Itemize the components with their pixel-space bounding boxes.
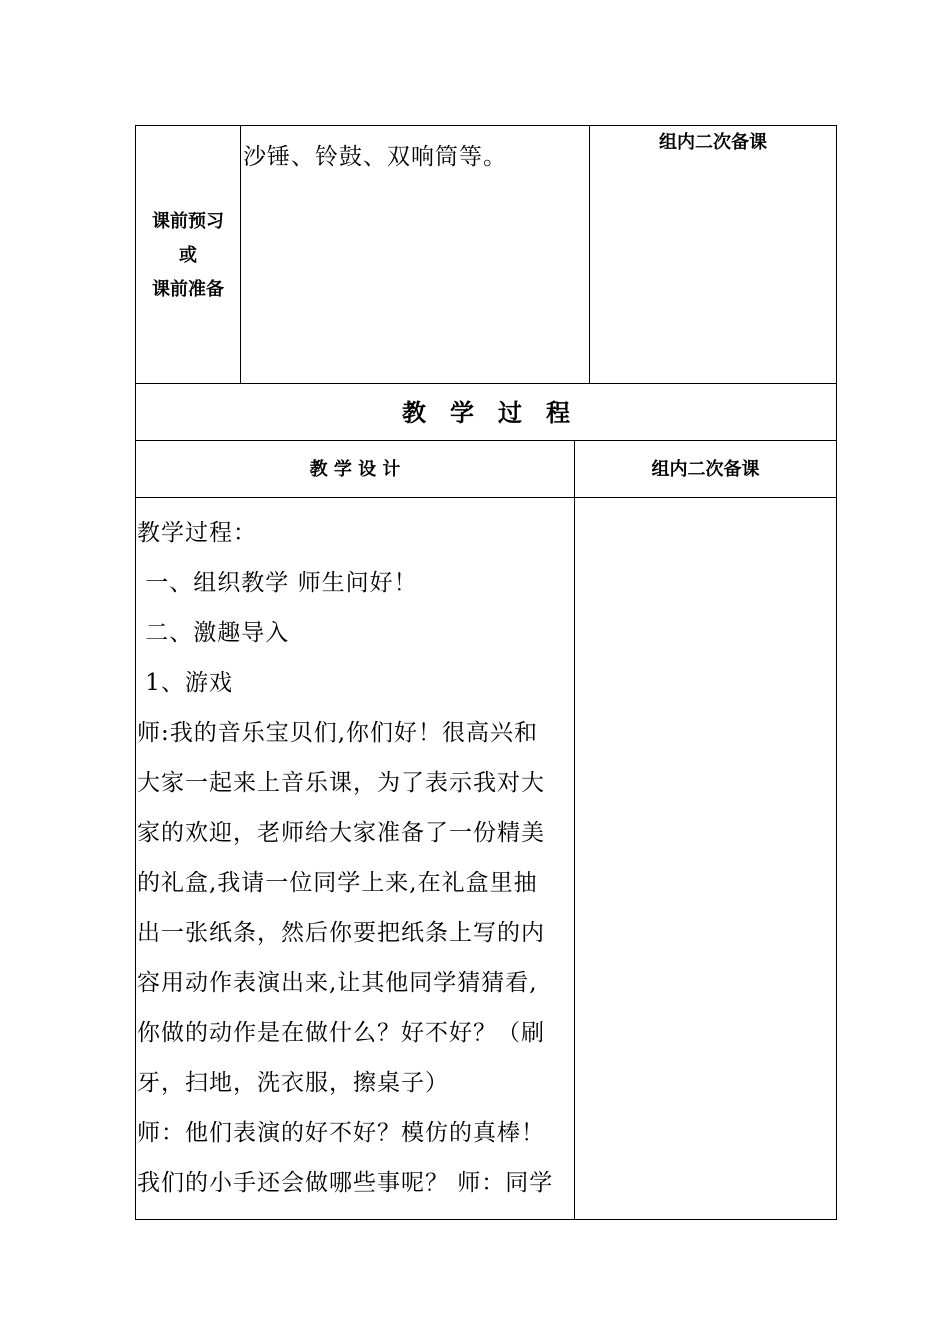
body-line: 出一张纸条，然后你要把纸条上写的内 [137, 920, 545, 946]
body-line: 容用动作表演出来,让其他同学猜猜看, [137, 970, 538, 996]
body-line: 1、游戏 [137, 670, 233, 696]
body-line: 牙，扫地，洗衣服，擦桌子） [137, 1070, 449, 1096]
body-line: 师:我的音乐宝贝们,你们好！很高兴和 [137, 720, 539, 746]
notes-column-divider-bottom [574, 440, 575, 1219]
body-line: 家的欢迎，老师给大家准备了一份精美 [137, 820, 545, 846]
body-line: 教学过程： [137, 520, 257, 546]
body-line: 大家一起来上音乐课，为了表示我对大 [137, 770, 545, 796]
notes-column-divider-top [589, 125, 590, 383]
group-prep-header: 组内二次备课 [651, 459, 760, 480]
table-right-border [836, 125, 837, 1220]
body-line: 二、激趣导入 [137, 620, 290, 646]
label-column-divider [240, 125, 241, 383]
preview-label-line: 课前准备 [152, 279, 224, 300]
table-divider-2 [135, 440, 837, 441]
body-line: 师：他们表演的好不好？模仿的真棒！ [137, 1120, 545, 1146]
preview-label-line: 课前预习 [152, 211, 224, 232]
table-divider-3 [135, 497, 837, 498]
table-bottom-border [135, 1219, 837, 1220]
design-header: 教 学 设 计 [309, 459, 401, 480]
body-line: 你做的动作是在做什么？好不好？（刷 [137, 1020, 545, 1046]
preview-content: 沙锤、铃鼓、双响筒等。 [243, 144, 507, 170]
teaching-design-body [137, 508, 573, 1208]
body-line: 我们的小手还会做哪些事呢？ 师：同学 [137, 1170, 554, 1196]
body-line: 的礼盒,我请一位同学上来,在礼盒里抽 [137, 870, 538, 896]
preview-label-line: 或 [179, 245, 197, 266]
group-prep-header-top: 组内二次备课 [659, 132, 767, 153]
preview-label [136, 205, 240, 307]
body-line: 一、组织教学 师生问好！ [137, 570, 418, 596]
process-title: 教 学 过 程 [402, 399, 570, 427]
table-divider-1 [135, 383, 837, 384]
